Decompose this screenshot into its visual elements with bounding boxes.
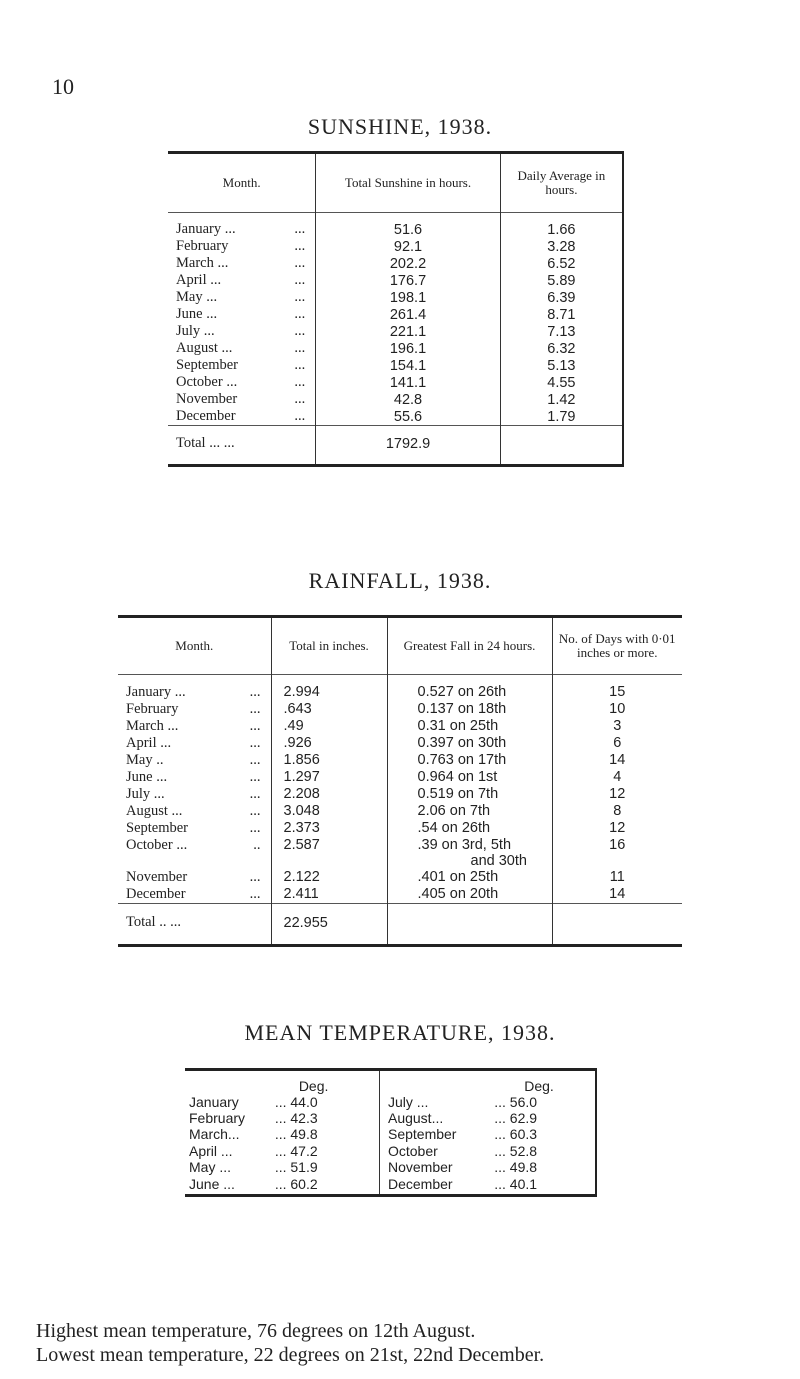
rainfall-total: .926 [271,735,387,752]
rainfall-month: December ... [126,886,261,902]
rainfall-greatest: 0.31 on 25th [387,718,552,735]
sunshine-row [168,408,623,426]
temp-value-right: ... 60.3 [494,1126,596,1142]
sunshine-total: 176.7 [316,272,501,289]
rainfall-row [118,684,682,701]
rainfall-row [118,820,682,837]
temp-month-left: February [189,1110,246,1127]
temp-value-right: ... 52.8 [494,1143,596,1159]
rainfall-days: 12 [552,820,682,837]
sunshine-total: 261.4 [316,306,501,323]
rainfall-days: 6 [552,735,682,752]
temperature-row [185,1175,596,1191]
sunshine-month: May ... ... [176,289,306,305]
rainfall-greatest: 0.397 on 30th [387,735,552,752]
rainfall-month: April ... ... [126,735,261,751]
rainfall-total: 1.297 [271,769,387,786]
temp-value-right: ... 40.1 [494,1175,596,1191]
sunshine-month: February ... [176,238,306,254]
rainfall-row [118,752,682,769]
temperature-row [185,1110,596,1126]
rainfall-days: 4 [552,769,682,786]
rainfall-header-days: No. of Days with 0·01 inches or more. [552,617,682,675]
rainfall-title: RAINFALL, 1938. [308,568,492,593]
sunshine-row [168,357,623,374]
sunshine-row [168,238,623,255]
temperature-row [185,1126,596,1142]
rainfall-month: October ... .. [126,837,261,853]
sunshine-title: SUNSHINE, 1938. [307,114,493,139]
rainfall-days: 11 [552,869,682,886]
rainfall-greatest: 0.763 on 17th [387,752,552,769]
sunshine-row [168,306,623,323]
rainfall-total: 2.994 [271,684,387,701]
sunshine-month: December ... [176,408,306,424]
sunshine-total: 198.1 [316,289,501,306]
sunshine-month: March ... ... [176,255,306,271]
temp-month-left: March... [189,1126,240,1143]
rainfall-total-label: Total .. ... [118,904,271,942]
sunshine-avg: 5.89 [500,272,623,289]
rainfall-row [118,886,682,904]
sunshine-month: November ... [176,391,306,407]
sunshine-avg: 1.42 [500,391,623,408]
sunshine-row [168,323,623,340]
temp-month-left: January [189,1093,239,1110]
sunshine-table [168,151,624,467]
sunshine-month: June ... ... [176,306,306,322]
rainfall-month: July ... ... [126,786,261,802]
temp-value-left: ... 44.0 [274,1093,318,1110]
sunshine-row [168,340,623,357]
temperature-table [185,1068,597,1197]
rainfall-greatest: .54 on 26th [387,820,552,837]
rainfall-month: September ... [126,820,261,836]
rainfall-total-value: 22.955 [271,904,387,942]
sunshine-avg: 6.32 [500,340,623,357]
sunshine-header-avg: Daily Average in hours. [500,153,623,213]
sunshine-total: 221.1 [316,323,501,340]
rainfall-total: 2.208 [271,786,387,803]
sunshine-header-month: Month. [222,175,261,190]
sunshine-total: 42.8 [316,391,501,408]
rainfall-greatest: 0.527 on 26th [387,684,552,701]
rainfall-total: 1.856 [271,752,387,769]
rainfall-month: May .. ... [126,752,261,768]
rainfall-row [118,869,682,886]
sunshine-month: October ... ... [176,374,306,390]
temp-month-right: November [379,1159,494,1175]
sunshine-month: January ... ... [176,221,306,237]
rainfall-greatest: .405 on 20th [387,886,552,904]
rainfall-header-greatest: Greatest Fall in 24 hours. [387,617,552,675]
rainfall-total: 2.587 [271,837,387,869]
rainfall-month: January ... ... [126,684,261,700]
rainfall-row [118,769,682,786]
temperature-row [185,1159,596,1175]
sunshine-avg: 4.55 [500,374,623,391]
sunshine-row [168,221,623,238]
temp-deg-right: Deg. [494,1070,596,1094]
temperature-rows [185,1094,596,1192]
rainfall-days: 14 [552,886,682,904]
sunshine-total: 55.6 [316,408,501,426]
rainfall-days: 10 [552,701,682,718]
temp-value-left: ... 49.8 [274,1126,318,1143]
temp-month-right: September [379,1126,494,1142]
temperature-row [185,1143,596,1159]
temp-deg-left: Deg. [298,1077,329,1094]
rainfall-total: 2.373 [271,820,387,837]
sunshine-total: 51.6 [316,221,501,238]
temperature-title: MEAN TEMPERATURE, 1938. [244,1020,556,1045]
sunshine-avg: 1.66 [500,221,623,238]
rainfall-days: 16 [552,837,682,869]
temp-month-left: June ... [189,1175,235,1192]
highest-temp-note: Highest mean temperature, 76 degrees on 12th August. [36,1320,476,1342]
temp-month-left: May ... [189,1159,232,1176]
temp-month-right: December [379,1175,494,1191]
temperature-row [185,1094,596,1110]
rainfall-row [118,803,682,820]
sunshine-month: July ... ... [176,323,306,339]
rainfall-row [118,837,682,869]
page-number: 10 [52,74,74,99]
sunshine-total-value: 1792.9 [316,426,501,462]
rainfall-month: June ... ... [126,769,261,785]
sunshine-total-label: Total ... ... [168,426,316,462]
sunshine-month: August ... ... [176,340,306,356]
rainfall-days: 8 [552,803,682,820]
sunshine-avg: 7.13 [500,323,623,340]
rainfall-total: 2.122 [271,869,387,886]
sunshine-header-total: Total Sunshine in hours. [316,153,501,213]
rainfall-greatest: 0.964 on 1st [387,769,552,786]
rainfall-greatest: .39 on 3rd, 5th and 30th [387,837,552,869]
rainfall-days: 15 [552,684,682,701]
temp-month-right: August... [379,1110,494,1126]
rainfall-month: February ... [126,701,261,717]
rainfall-days: 3 [552,718,682,735]
sunshine-row [168,255,623,272]
rainfall-greatest: .401 on 25th [387,869,552,886]
temp-value-left: ... 42.3 [274,1110,318,1127]
temp-value-right: ... 62.9 [494,1110,596,1126]
sunshine-total: 141.1 [316,374,501,391]
rainfall-greatest: 2.06 on 7th [387,803,552,820]
sunshine-total: 196.1 [316,340,501,357]
temp-value-left: ... 60.2 [274,1175,318,1192]
rainfall-greatest: 0.137 on 18th [387,701,552,718]
temp-value-left: ... 51.9 [274,1159,318,1176]
sunshine-row [168,374,623,391]
sunshine-avg: 8.71 [500,306,623,323]
rainfall-greatest: 0.519 on 7th [387,786,552,803]
rainfall-month: August ... ... [126,803,261,819]
rainfall-total: .643 [271,701,387,718]
sunshine-avg: 1.79 [500,408,623,426]
rainfall-row [118,735,682,752]
sunshine-month: April ... ... [176,272,306,288]
rainfall-total: 3.048 [271,803,387,820]
sunshine-total: 154.1 [316,357,501,374]
sunshine-total: 202.2 [316,255,501,272]
sunshine-row [168,272,623,289]
rainfall-month: March ... ... [126,718,261,734]
lowest-temp-note: Lowest mean temperature, 22 degrees on 21st, 22nd December. [36,1344,545,1366]
sunshine-avg: 6.39 [500,289,623,306]
rainfall-total: 2.411 [271,886,387,904]
temp-month-right: October [379,1143,494,1159]
temp-value-left: ... 47.2 [274,1142,318,1159]
sunshine-row [168,391,623,408]
temp-value-right: ... 49.8 [494,1159,596,1175]
sunshine-rows [168,221,623,426]
rainfall-table [118,615,682,947]
sunshine-month: September ... [176,357,306,373]
rainfall-rows [118,684,682,904]
sunshine-avg: 6.52 [500,255,623,272]
rainfall-days: 12 [552,786,682,803]
temp-month-right: July ... [379,1094,494,1110]
sunshine-row [168,289,623,306]
rainfall-header-total: Total in inches. [271,617,387,675]
rainfall-row [118,786,682,803]
sunshine-total: 92.1 [316,238,501,255]
rainfall-month: November ... [126,869,261,885]
temp-month-left: April ... [189,1142,233,1159]
rainfall-row [118,701,682,718]
sunshine-avg: 3.28 [500,238,623,255]
rainfall-days: 14 [552,752,682,769]
temp-value-right: ... 56.0 [494,1094,596,1110]
sunshine-avg: 5.13 [500,357,623,374]
rainfall-total: .49 [271,718,387,735]
rainfall-row [118,718,682,735]
rainfall-header-month: Month. [175,638,214,653]
